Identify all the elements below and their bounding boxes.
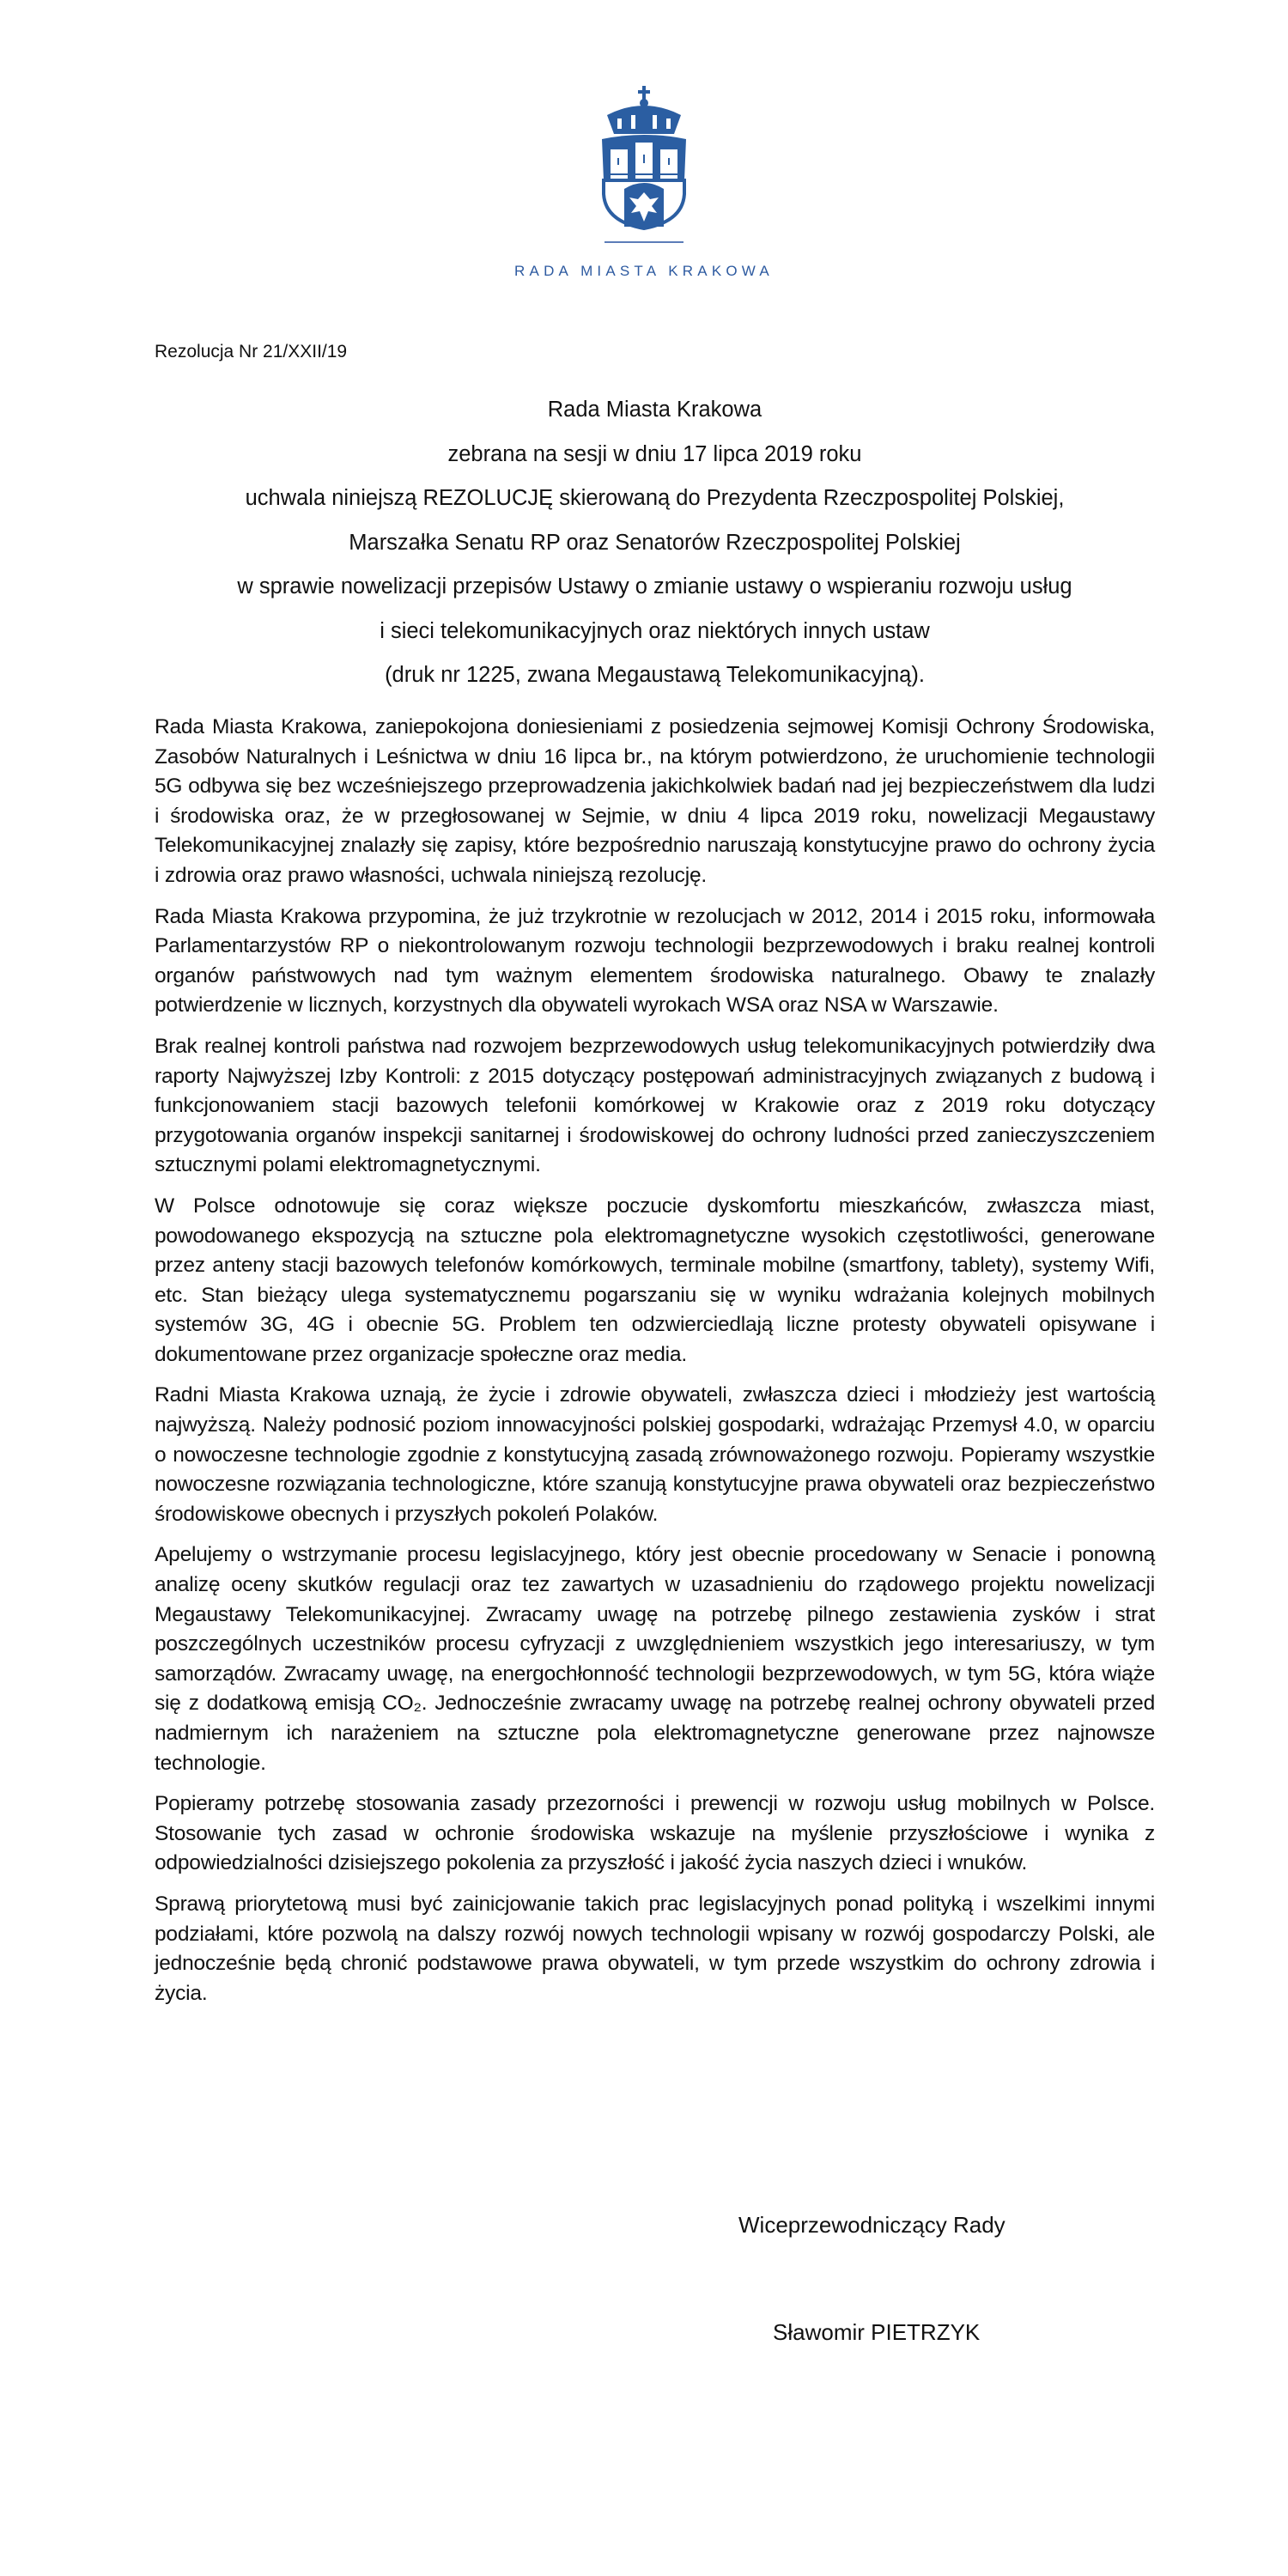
body-paragraph: Brak realnej kontroli państwa nad rozwojem bezprzewodowych usług telekomunikacyjnych potwierdziły dwa raporty Najwyższej Izby Kontroli: z 2015 dotyczący postępowań administracyjnych związanych z budową i funkcjonowaniem stacji bazowych telefonii komórkowej w Krakowie oraz z 2019 roku dotyczący przygotowania organów inspekcji sanitarnej i środowiskowej do ochrony ludności przed zanieczyszczeniem sztucznymi polami elektromagnetycznymi. (155, 1034, 1155, 1177)
body-paragraph: Popieramy potrzebę stosowania zasady przezorności i prewencji w rozwoju usług mobilnych w Polsce. Stosowanie tych zasad w ochronie środowiska wskazuje na myślenie przyszłościowe i wynika z odpowiedzialności dzisiejszego pokolenia za przyszłość i jakość życia naszych dzieci i wnuków. (155, 1792, 1155, 1875)
body-paragraph: Radni Miasta Krakowa uznają, że życie i zdrowie obywateli, zwłaszcza dzieci i młodzieży jest wartością najwyższą. Należy podnosić poziom innowacyjności polskiej gospodarki, wdrażając Przemysł 4.0, w oparciu o nowoczesne technologie zgodnie z konstytucyjną zasadą zrównoważonego rozwoju. Popieramy wszystkie nowoczesne rozwiązania technologiczne, które szanują konstytucyjne prawa obywateli oraz bezpieczeństwo środowiskowe obecnych i przyszłych pokoleń Polaków. (155, 1383, 1155, 1526)
body-paragraph: Rada Miasta Krakowa przypomina, że już trzykrotnie w rezolucjach w 2012, 2014 i 2015 roku, informowała Parlamentarzystów RP o niekontrolowanym rozwoju technologii bezprzewodowych i braku realnej kontroli organów państwowych nad tym ważnym elementem środowiska naturalnego. Obawy te znalazły potwierdzenie w licznych, korzystnych dla obywateli wyrokach WSA oraz NSA w Warszawie. (155, 904, 1155, 1018)
body-paragraph: Apelujemy o wstrzymanie procesu legislacyjnego, który jest obecnie procedowany w Senacie i ponowną analizę oceny skutków regulacji oraz tez zawartych w uzasadnieniu do rządowego projektu nowelizacji Megaustawy Telekomunikacyjnej. Zwracamy uwagę na potrzebę pilnego zestawienia zysków i strat poszczególnych uczestników procesu cyfryzacji z uwzględnieniem wszystkich jego interesariuszy, w tym samorządów. Zwracamy uwagę, na energochłonność technologii bezprzewodowych, w tym 5G, która wiąże się z dodatkową emisją CO₂. Jednocześnie zwracamy uwagę na potrzebę realnej ochrony obywateli przed nadmiernym ich narażeniem na sztuczne pola elektromagnetyczne generowane przez najnowsze technologie. (155, 1543, 1155, 1775)
heading-line: i sieci telekomunikacyjnych oraz niektórych innych ustaw (380, 618, 930, 643)
heading-line: w sprawie nowelizacji przepisów Ustawy o zmianie ustawy o wspieraniu rozwoju usług (237, 574, 1072, 598)
heading-line: Rada Miasta Krakowa (547, 398, 762, 422)
signatory-title: Wiceprzewodniczący Rady (738, 2212, 1005, 2238)
resolution-reference: Rezolucja Nr 21/XXII/19 (155, 342, 348, 361)
body-paragraph: W Polsce odnotowuje się coraz większe poczucie dyskomfortu mieszkańców, zwłaszcza miast, powodowanego ekspozycją na sztuczne pola elektromagnetyczne wysokich częstotliwości, generowane przez anteny stacji bazowych telefonów komórkowych, terminale mobilne (smartfony, tablety), systemy Wifi, etc. Stan bieżący ulega systematycznemu pogarszaniu się w wyniku wdrażania kolejnych mobilnych systemów 3G, 4G i obecnie 5G. Problem ten odzwierciedlają liczne protesty obywateli opisywane i dokumentowane przez organizacje społeczne oraz media. (155, 1194, 1155, 1366)
resolution-heading (155, 388, 1155, 698)
letterhead-divider (605, 241, 683, 243)
signatory-name: Sławomir PIETRZYK (773, 2319, 981, 2345)
organization-name: RADA MIASTA KRAKOWA (514, 263, 774, 279)
resolution-body (155, 713, 1155, 2020)
heading-line: Marszałka Senatu RP oraz Senatorów Rzeczpospolitej Polskiej (349, 530, 961, 555)
heading-line: zebrana na sesji w dniu 17 lipca 2019 roku (447, 441, 862, 466)
heading-line: uchwala niniejszą REZOLUCJĘ skierowaną do Prezydenta Rzeczpospolitej Polskiej, (245, 486, 1065, 510)
body-paragraph: Sprawą priorytetową musi być zainicjowanie takich prac legislacyjnych ponad polityką i wszelkimi innymi podziałami, które pozwolą na dalszy rozwój nowych technologii wpisany w rozwój gospodarczy Polski, ale jednocześnie będą chronić podstawowe prawa obywateli, w tym przede wszystkim do ochrony zdrowia i życia. (155, 1892, 1155, 2005)
body-paragraph: Rada Miasta Krakowa, zaniepokojona doniesieniami z posiedzenia sejmowej Komisji Ochrony Środowiska, Zasobów Naturalnych i Leśnictwa w dniu 16 lipca br., na którym potwierdzono, że uruchomienie technologii 5G odbywa się bez wcześniejszego przeprowadzenia jakichkolwiek badań nad jej bezpieczeństwem dla ludzi i środowiska oraz, że w przegłosowanej w Sejmie, w dniu 4 lipca 2019 roku, nowelizacji Megaustawy Telekomunikacyjnej znalazły się zapisy, które bezpośrednio naruszają konstytucyjne prawo do ochrony życia i zdrowia oraz prawo własności, uchwala niniejszą rezolucję. (155, 715, 1155, 887)
heading-line: (druk nr 1225, zwana Megaustawą Telekomunikacyjną). (385, 663, 925, 687)
krakow-coat-of-arms-icon (598, 84, 690, 230)
